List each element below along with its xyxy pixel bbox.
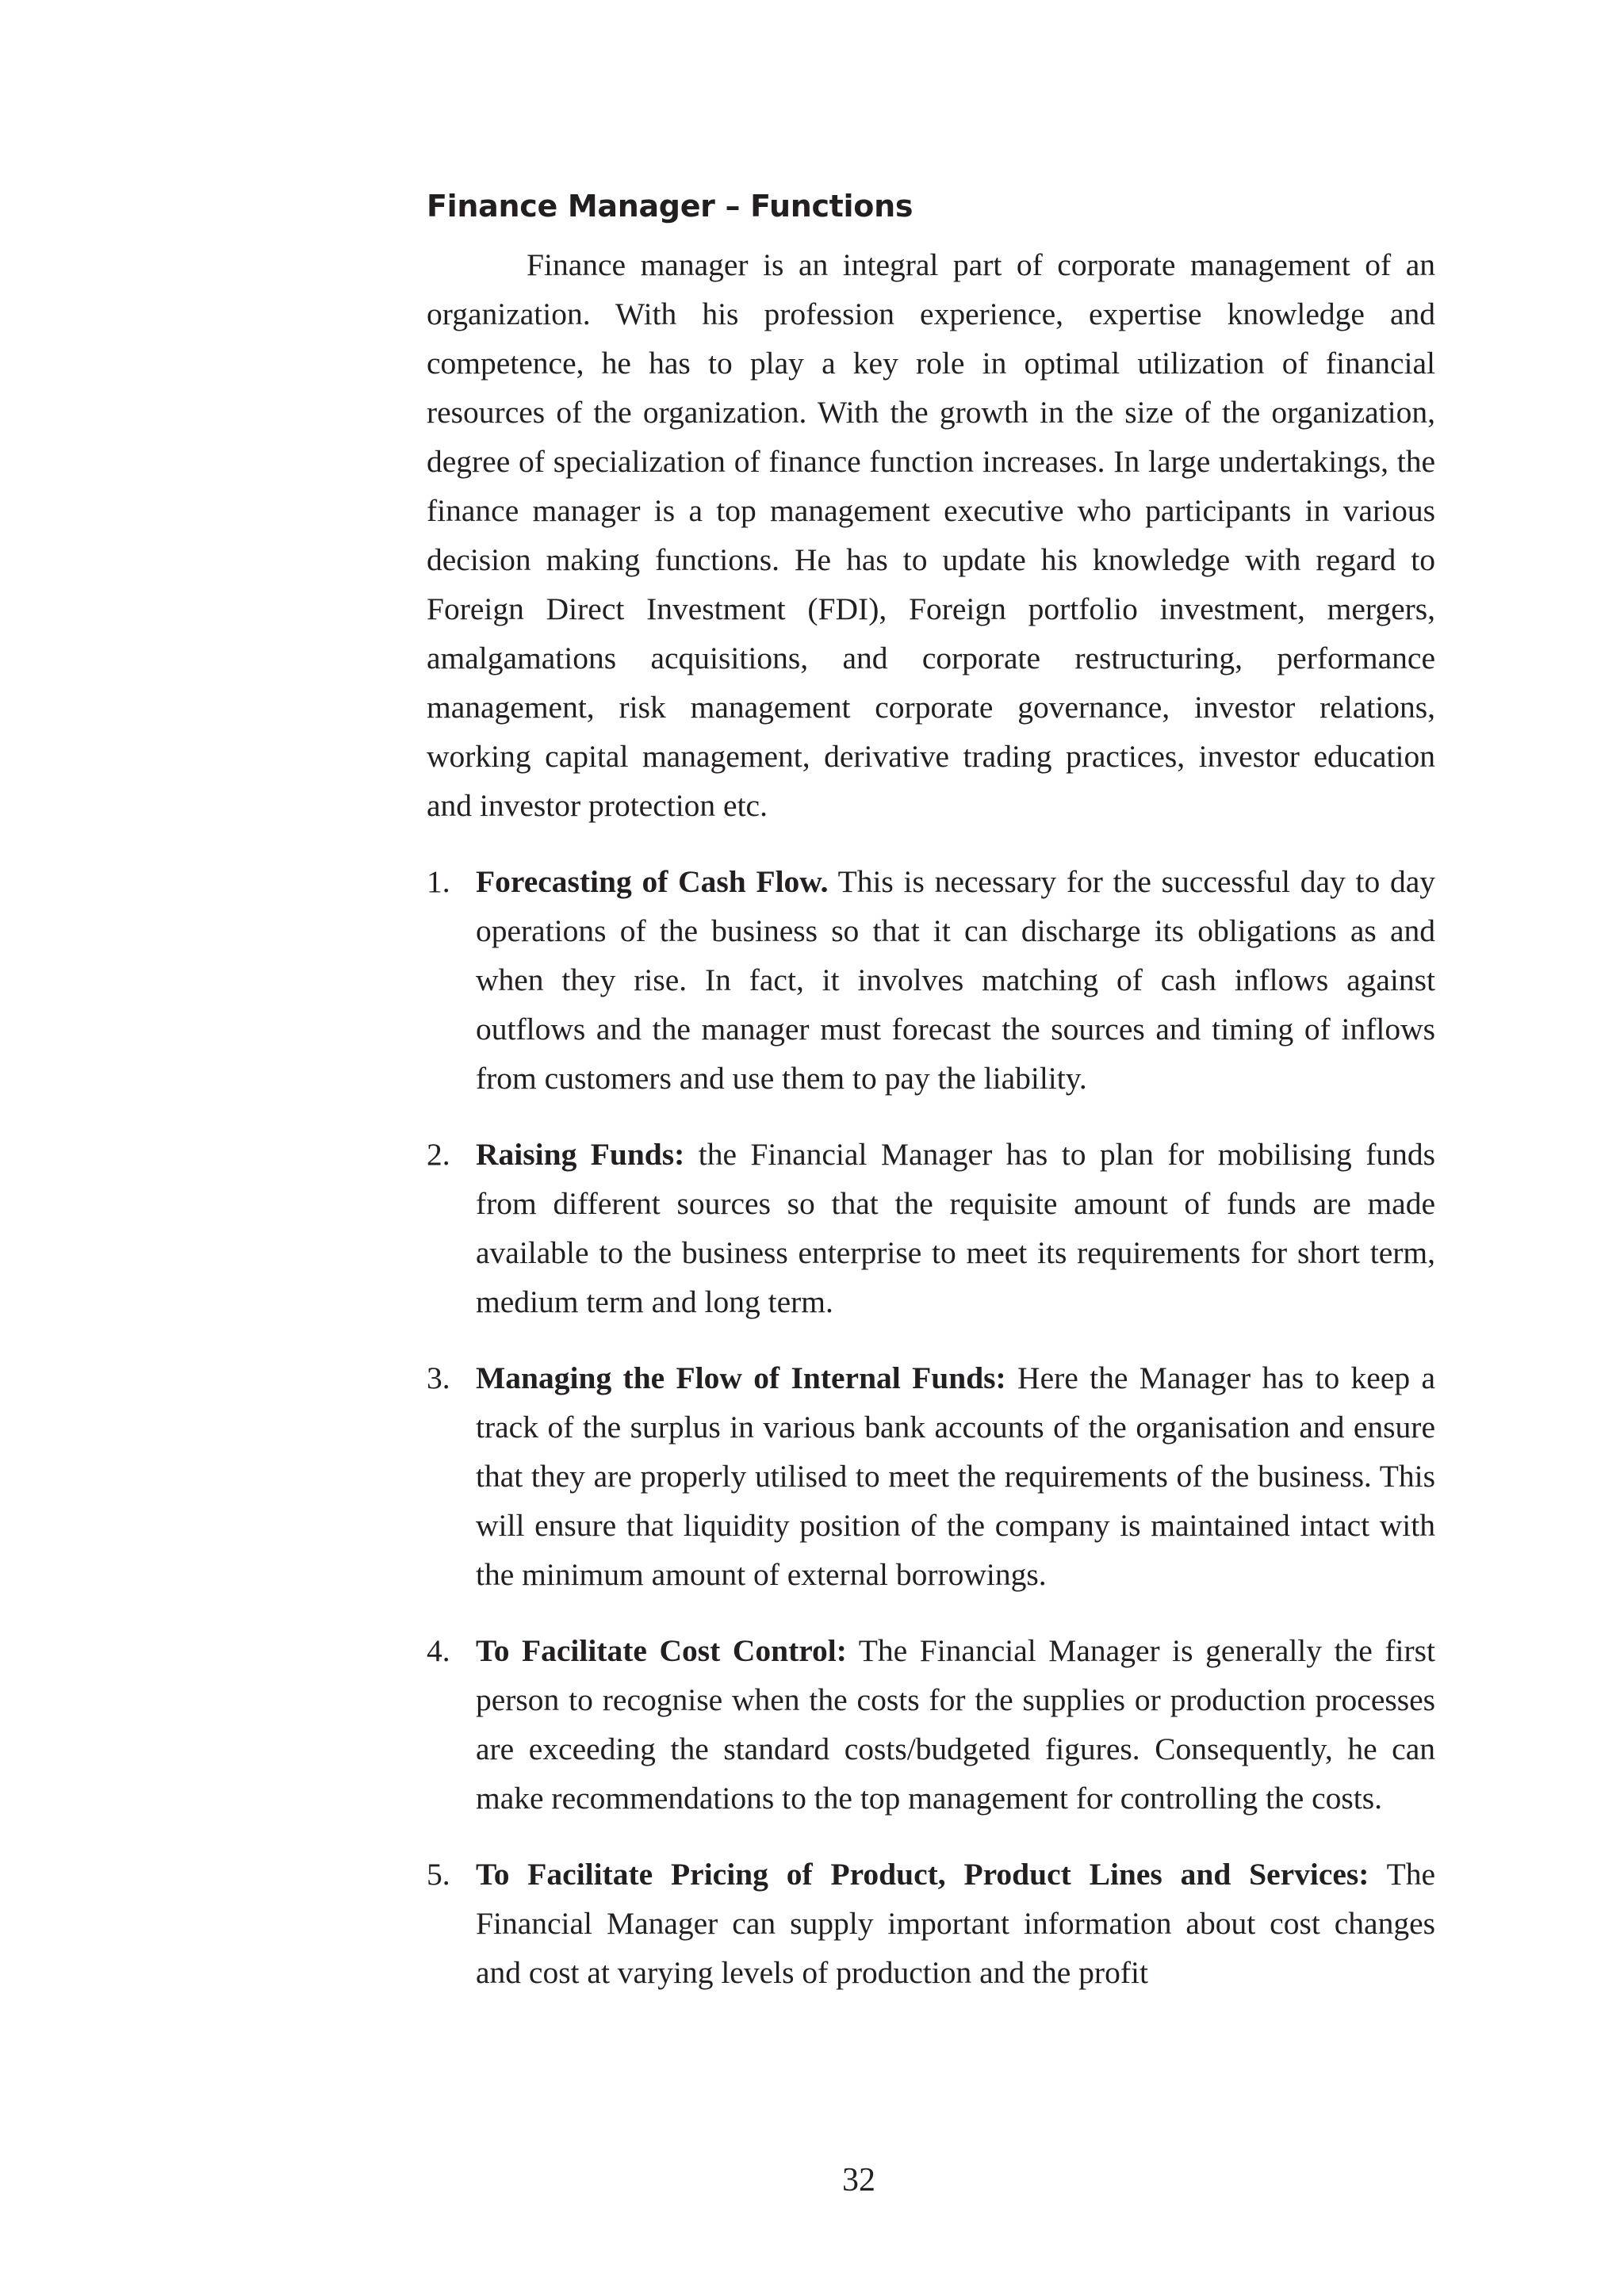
list-item <box>427 1850 1435 1997</box>
page-number: 32 <box>842 2162 875 2198</box>
item-number: 1. <box>427 864 450 899</box>
item-number: 4. <box>427 1633 450 1668</box>
item-number: 3. <box>427 1360 450 1395</box>
item-number: 2. <box>427 1137 450 1172</box>
item-paragraph <box>476 857 1435 1103</box>
functions-list <box>427 857 1435 1997</box>
page-content <box>427 186 1435 2024</box>
item-title: To Facilitate Pricing of Product, Product Lines and Services: <box>476 1857 1369 1892</box>
list-item <box>427 1130 1435 1326</box>
item-text: The Financial Manager can supply important information about cost changes and cost at varying levels of production and the profit <box>476 1857 1435 1990</box>
item-text: the Financial Manager has to plan for mobilising funds from different sources so that the requisite amount of funds are made available to the business enterprise to meet its requirements for short term, medium term and long term. <box>476 1137 1436 1319</box>
list-item <box>427 1626 1435 1823</box>
item-number: 5. <box>427 1857 450 1892</box>
item-text: This is necessary for the successful day to day operations of the business so that it can discharge its obligations as and when they rise. In fact, it involves matching of cash inflows against outflows and the manager must forecast the sources and timing of inflows from customers and use them to pay the liability. <box>476 864 1436 1096</box>
list-item <box>427 1353 1435 1599</box>
item-paragraph <box>476 1130 1435 1326</box>
item-title: Raising Funds: <box>476 1137 685 1172</box>
item-text: Here the Manager has to keep a track of the surplus in various bank accounts of the organisation and ensure that they are properly utilised to meet the requirements of the business. This will ensure that liquidity position of the company is maintained intact with the minimum amount of external borrowings. <box>476 1360 1435 1592</box>
item-paragraph <box>476 1850 1435 1997</box>
item-paragraph <box>476 1353 1435 1599</box>
intro-paragraph: Finance manager is an integral part of corporate management of an organization. With his profession experience, expertise knowledge and competence, he has to play a key role in optimal utilization of financial resources of the organization. With the growth in the size of the organization, degree of specialization of finance function increases. In large undertakings, the finance manager is a top management executive who participants in various decision making functions. He has to update his knowledge with regard to Foreign Direct Investment (FDI), Foreign portfolio investment, mergers, amalgamations acquisitions, and corporate restructuring, performance management, risk management corporate governance, investor relations, working capital management, derivative trading practices, investor education and investor protection etc. <box>427 247 1435 823</box>
item-text: The Financial Manager is generally the first person to recognise when the costs for the supplies or production processes are exceeding the standard costs/budgeted figures. Consequently, he can make recommendations to the top management for controlling the costs. <box>476 1633 1435 1816</box>
item-title: Managing the Flow of Internal Funds: <box>476 1360 1006 1395</box>
item-title: To Facilitate Cost Control: <box>476 1633 847 1668</box>
item-paragraph <box>476 1626 1435 1823</box>
list-item <box>427 857 1435 1103</box>
section-heading: Finance Manager – Functions <box>427 189 914 224</box>
item-title: Forecasting of Cash Flow. <box>476 864 829 899</box>
